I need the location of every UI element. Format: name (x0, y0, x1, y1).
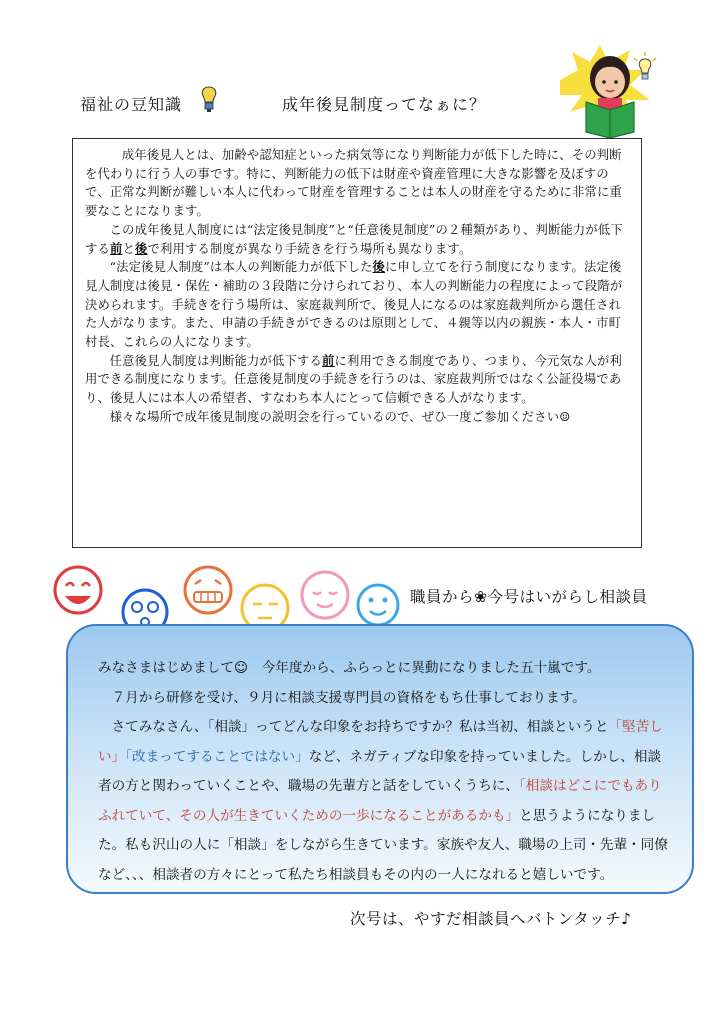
text-span: この成年後見人制度には“法定後見制度”と“任意後見制度”の２種類があり、判断能力が低下する (85, 222, 623, 256)
article-heading: 成年後見制度ってなぁに？ (282, 95, 487, 114)
message-paragraph (98, 713, 668, 890)
text-span: に利用できる制度であり、つまり、今元気な人が利用できる制度になります。任意後見制度の手続きを行うのは、家庭裁判所ではなく公証役場であり、後見人には本人の希望者、すなわち本人にとって信頼できる人がなります。 (85, 353, 622, 406)
text-span: と思うようになりました。私も沢山の人に「相談」をしながら生きています。家族や友人、職場の上司・先輩・同僚など、、、相談者の方々にとって私たち相談員もその内の一人になれると嬉しいです。 (98, 807, 668, 883)
laughing-face-icon (55, 567, 101, 613)
article-paragraph: 様々な場所で成年後見制度の説明会を行っているので、ぜひ一度ご参加ください☺ (109, 409, 571, 424)
article-box (72, 138, 642, 548)
happy-face-icon (358, 585, 398, 625)
staff-message-box (66, 624, 694, 894)
text-span: など、ネガティブな印象を持っていました。しかし、相談者の方と関わっていくことや、職場の先輩方と話をしていくうちに、 (98, 748, 662, 794)
idea-bulb-icon (632, 52, 658, 82)
quote-insight: 「相談はどこにでもありふれていて、その人が生きていくための一歩になることがあるかも」 (98, 778, 662, 824)
next-issue-note: 次号は、やすだ相談員へバトンタッチ♪ (350, 910, 632, 928)
staff-column-title: 職員から❀今号はいがらし相談員 (410, 588, 648, 606)
text-span: 任意後見人制度は判断能力が低下する (109, 353, 323, 368)
emphasis-before: 前 (110, 240, 123, 256)
article-paragraph (85, 352, 633, 408)
smiling-face-icon (302, 572, 348, 618)
emphasis-before: 前 (322, 352, 335, 368)
article-paragraph (85, 258, 633, 352)
message-line: みなさまはじめまして☺ 今年度から、ふらっとに異動になりました五十嵐です。 (98, 660, 601, 676)
article-paragraph (85, 221, 633, 258)
text-span: “法定後見人制度”は本人の判断能力が低下した (109, 260, 373, 275)
light-bulb-icon (200, 85, 218, 115)
message-line: ７月から研修を受け、９月に相談支援専門員の資格をもち仕事しております。 (111, 689, 586, 706)
emphasis-after: 後 (372, 259, 386, 275)
text-span: に申し立てを行う制度になります。法定後見人制度は後見・保佐・補助の３段階に分けられており、本人の判断能力の程度によって段階が決められます。手続きを行う場所は、家庭裁判所で、後見人になるのは家庭裁判所から選任された人がなります。また、申請の手続きができるのは原則として、４親等以内の親族・本人・市町村長、これらの人になります。 (85, 260, 623, 350)
text-span: と (122, 241, 135, 256)
grimacing-face-icon (185, 567, 231, 613)
column-title: 福祉の豆知識 (80, 95, 183, 114)
text-span: で利用する制度が異なり手続きを行う場所も異なります。 (147, 241, 472, 256)
quote-formal: 「改まってすることではない」 (125, 748, 309, 765)
emphasis-after: 後 (135, 240, 148, 256)
quote-stiff: 「堅苦しい」 (98, 719, 663, 765)
text-span: さてみなさん、「相談」ってどんな印象をお持ちですか？私は当初、相談というと (111, 719, 609, 735)
article-paragraph: 成年後見人とは、加齢や認知症といった病気等になり判断能力が低下した時に、その判断を代わりに行う人の事です。特に、判断能力の低下は財産や資産管理に大きな影響を及ぼすので、正常な判断が難しい本人に代わって財産を管理することは本人の財産を守るために非常に重要なことになります。 (85, 148, 622, 219)
